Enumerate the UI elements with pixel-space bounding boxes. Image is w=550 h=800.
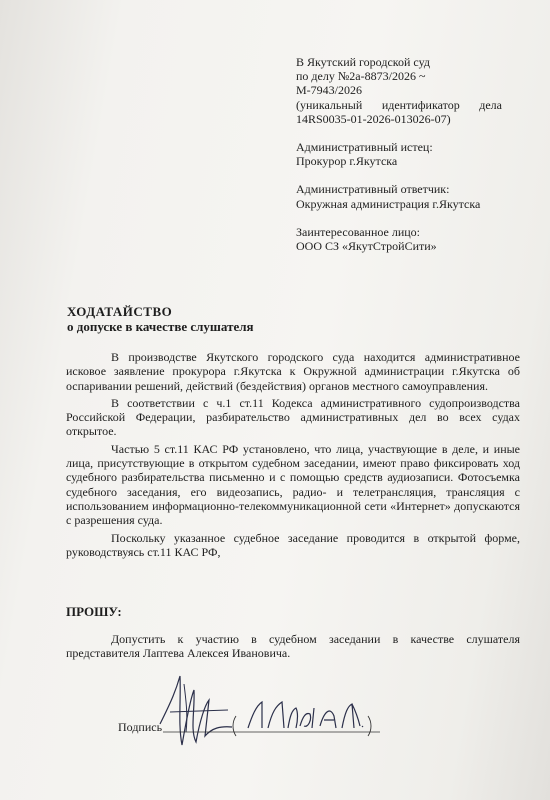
court-name: В Якутский городской суд <box>296 55 430 69</box>
handwritten-name <box>248 702 363 728</box>
case-uid-line1: (уникальный идентификатор дела <box>296 97 502 112</box>
case-uid-line2: 14RS0035-01-2026-013026-07) <box>296 111 451 126</box>
paragraph-3: Частью 5 ст.11 КАС РФ установлено, что лица, участвующие в деле, и иные лица, присутствующие в открытом судебном заседании, имеют право фиксировать ход судебного разбирательства письменно и с помощью средств аудиозаписи. Фотосъемка судебного заседания, его видеозапись, радио- и телетрансляция, трансляция с использованием информационно-телекоммуникационной сети «Интернет» допускаются с разрешения суда. <box>66 441 520 528</box>
title-sub: о допуске в качестве слушателя <box>67 319 254 334</box>
case-number-line1: по делу №2а-8873/2026 ~ <box>296 69 426 84</box>
interested-label: Заинтересованное лицо: <box>296 224 421 239</box>
paragraph-4: Поскольку указанное судебное заседание проводится в открытой форме, руководствуясь ст.11 КАС РФ, <box>66 530 520 559</box>
case-number-line2: М-7943/2026 <box>296 83 362 98</box>
request-heading: ПРОШУ: <box>66 604 122 619</box>
paragraph-2: В соответствии с ч.1 ст.11 Кодекса административного судопроизводства Российской Федерации, разбирательство административных дел во всех судах открытое. <box>66 395 520 439</box>
defendant-value: Окружная администрация г.Якутска <box>296 196 481 211</box>
plaintiff-value: Прокурор г.Якутска <box>296 154 398 169</box>
left-bracket <box>233 716 236 736</box>
signature-label: Подпись <box>118 720 163 734</box>
paragraph-1: В производстве Якутского городского суда находится административное исковое заявление прокурора г.Якутска к Окружной администрации г.Якутска об оспаривании решений, действий (бездействия) органов местного самоуправления. <box>66 350 520 393</box>
defendant-label: Административный ответчик: <box>296 182 450 197</box>
plaintiff-label: Административный истец: <box>296 140 433 155</box>
request-text: Допустить к участию в судебном заседании в качестве слушателя представителя Лаптева Алексея Ивановича. <box>66 632 520 661</box>
right-bracket <box>368 716 371 736</box>
title-main: ХОДАТАЙСТВО <box>67 304 173 319</box>
interested-value: ООО СЗ «ЯкутСтройСити» <box>296 239 437 254</box>
